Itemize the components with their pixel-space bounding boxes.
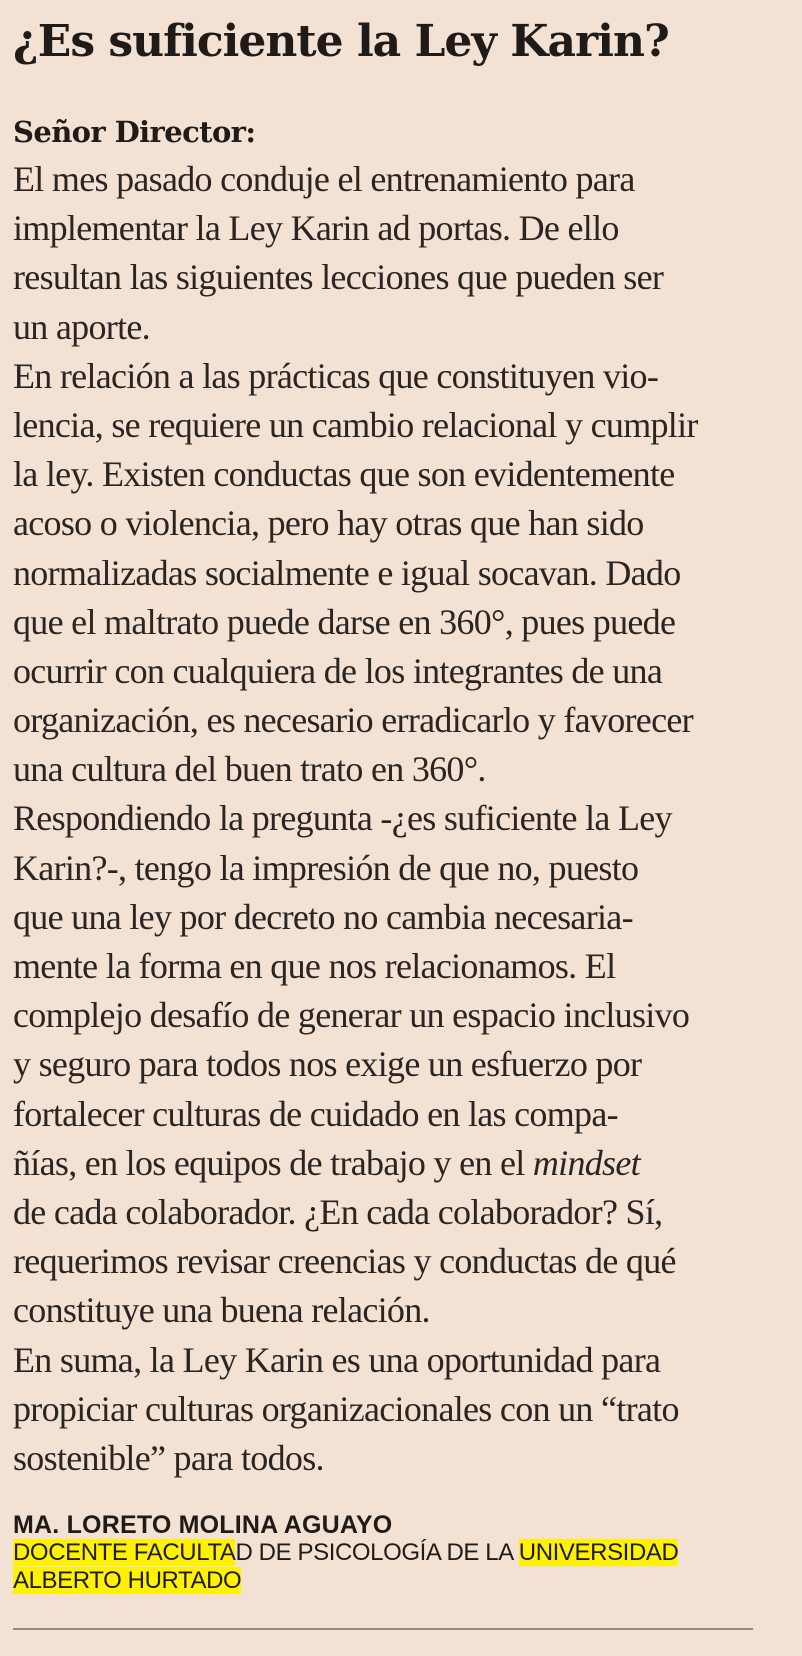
body-line: una cultura del buen trato en 360°. — [13, 749, 486, 790]
body-line: de cada colaborador. ¿En cada colaborador? Sí, — [13, 1191, 663, 1232]
body-line: Respondiendo la pregunta -¿es suficiente la Ley — [13, 798, 672, 839]
highlighted-text: DOCENTE FACULTA — [13, 1539, 236, 1566]
body-line: normalizadas socialmente e igual socavan. Dado — [13, 552, 681, 593]
body-line: y seguro para todos nos exige un esfuerzo por — [13, 1044, 642, 1085]
body-line-text: ñías, en los equipos de trabajo y en el — [13, 1142, 533, 1183]
body-line: Karin?-, tengo la impresión de que no, puesto — [13, 847, 639, 888]
salutation: Señor Director: — [13, 115, 256, 149]
affiliation-text: D DE PSICOLOGÍA DE LA — [235, 1539, 519, 1566]
body-line: implementar la Ley Karin ad portas. De ello — [13, 208, 619, 249]
highlighted-text: ALBERTO HURTADO — [13, 1567, 242, 1594]
letter-headline: ¿Es suficiente la Ley Karin? — [13, 16, 669, 67]
body-line: resultan las siguientes lecciones que pueden ser — [13, 257, 664, 298]
body-line: un aporte. — [13, 306, 150, 347]
highlighted-text: UNIVERSIDAD — [518, 1539, 679, 1566]
author-affiliation-line-2 — [13, 1567, 678, 1595]
author-name: MA. LORETO MOLINA AGUAYO — [13, 1511, 393, 1539]
body-line: que el maltrato puede darse en 360°, pues puede — [13, 601, 676, 642]
italic-term: mindset — [532, 1142, 640, 1183]
letter-body — [13, 155, 698, 1483]
author-affiliation-line-1 — [13, 1539, 678, 1567]
body-line: El mes pasado conduje el entrenamiento para — [13, 159, 635, 199]
signature-block — [13, 1511, 678, 1595]
body-line: lencia, se requiere un cambio relacional y cumplir — [13, 404, 698, 445]
body-line: la ley. Existen conductas que son evidentemente — [13, 454, 675, 495]
body-line: propiciar culturas organizacionales con un “trato — [13, 1388, 679, 1429]
body-line: organización, es necesario erradicarlo y favorecer — [13, 700, 693, 741]
body-line: complejo desafío de generar un espacio inclusivo — [13, 995, 690, 1036]
body-line: En suma, la Ley Karin es una oportunidad para — [13, 1339, 661, 1380]
body-line: mente la forma en que nos relacionamos. El — [13, 946, 616, 986]
body-line: ocurrir con cualquiera de los integrantes de una — [13, 650, 663, 691]
bottom-divider — [13, 1628, 753, 1630]
body-line: fortalecer culturas de cuidado en las compa- — [13, 1093, 618, 1134]
body-line-with-italic — [13, 1139, 698, 1188]
body-line: constituye una buena relación. — [13, 1290, 430, 1331]
body-line: requerimos revisar creencias y conductas de qué — [13, 1241, 676, 1282]
body-line: sostenible” para todos. — [13, 1437, 324, 1478]
body-line: En relación a las prácticas que constituyen vio- — [13, 355, 659, 396]
body-line: que una ley por decreto no cambia necesaria- — [13, 896, 633, 937]
body-line: acoso o violencia, pero hay otras que han sido — [13, 503, 644, 544]
